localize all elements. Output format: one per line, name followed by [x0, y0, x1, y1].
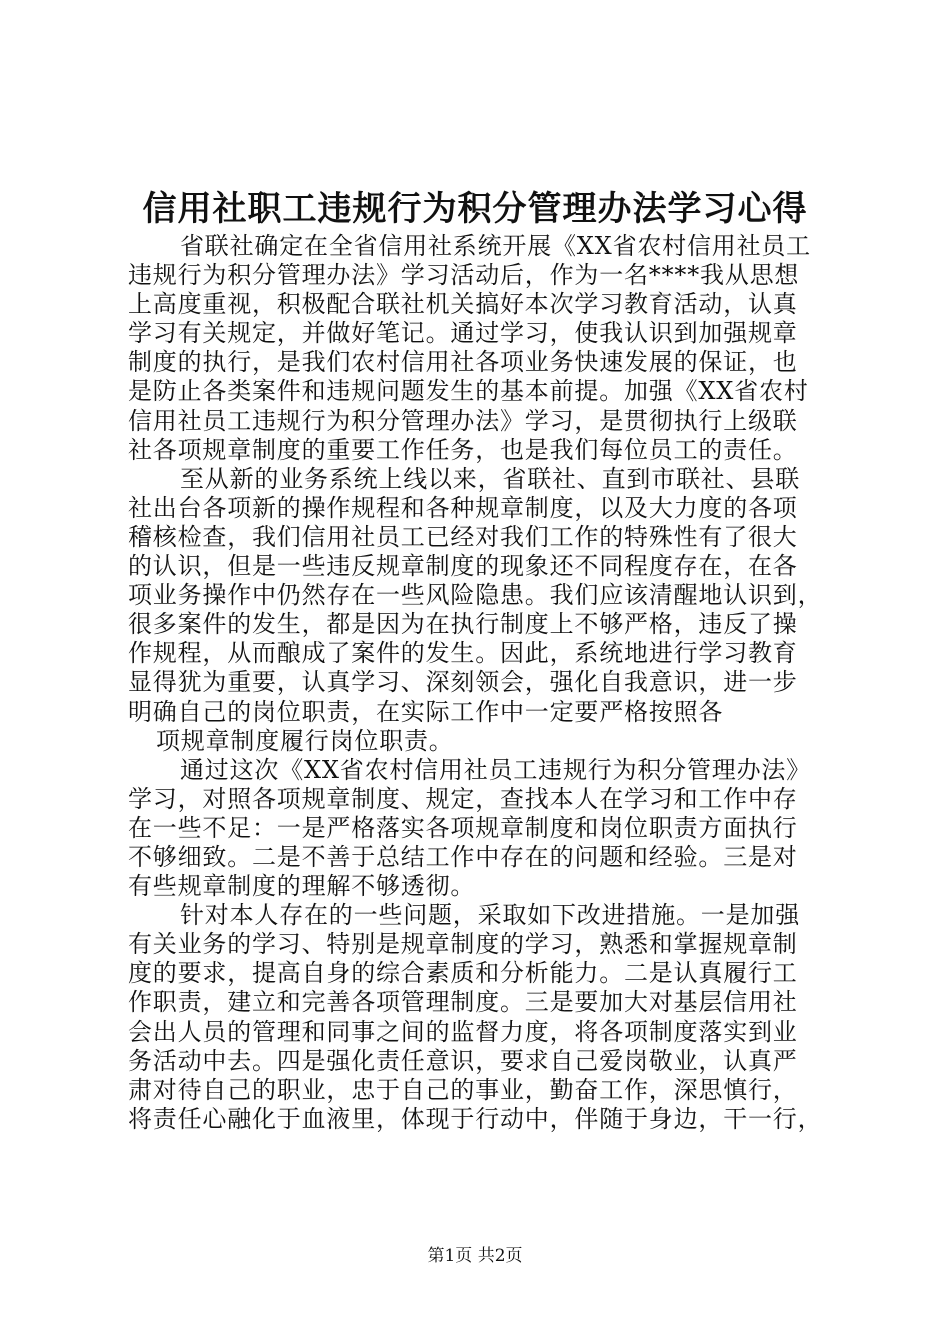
text-line: 度的要求，提高自身的综合素质和分析能力。二是认真履行工 — [128, 959, 798, 988]
text-line: 作职责，建立和完善各项管理制度。三是要加大对基层信用社 — [128, 988, 798, 1017]
text-line: 项业务操作中仍然存在一些风险隐患。我们应该清醒地认识到， — [128, 581, 823, 610]
page-footer: 第1页 共2页 — [427, 1246, 523, 1266]
text-line: 至从新的业务系统上线以来，省联社、直到市联社、县联 — [180, 464, 800, 493]
text-line: 将责任心融化于血液里，体现于行动中，伴随于身边，干一行， — [128, 1104, 823, 1133]
document-body — [128, 232, 828, 1134]
text-line: 制度的执行，是我们农村信用社各项业务快速发展的保证，也 — [128, 348, 798, 377]
text-line: 很多案件的发生，都是因为在执行制度上不够严格，违反了操 — [128, 610, 798, 639]
text-line: 针对本人存在的一些问题，采取如下改进措施。一是加强 — [180, 901, 800, 930]
text-line: 项规章制度履行岗位职责。 — [156, 726, 454, 755]
text-line: 通过这次《XX省农村信用社员工违规行为积分管理办法》 — [180, 755, 811, 784]
text-line: 有关业务的学习、特别是规章制度的学习，熟悉和掌握规章制 — [128, 930, 798, 959]
text-line: 显得犹为重要，认真学习、深刻领会，强化自我意识，进一步 — [128, 668, 798, 697]
text-line: 省联社确定在全省信用社系统开展《XX省农村信用社员工 — [180, 232, 811, 260]
text-line: 违规行为积分管理办法》学习活动后，作为一名****我从思想 — [128, 261, 800, 290]
text-line: 不够细致。二是不善于总结工作中存在的问题和经验。三是对 — [128, 842, 798, 871]
text-line: 学习有关规定，并做好笔记。通过学习，使我认识到加强规章 — [128, 319, 798, 348]
text-line: 在一些不足：一是严格落实各项规章制度和岗位职责方面执行 — [128, 813, 798, 842]
document-title: 信用社职工违规行为积分管理办法学习心得 — [142, 189, 808, 229]
text-line: 务活动中去。四是强化责任意识，要求自己爱岗敬业，认真严 — [128, 1046, 798, 1075]
text-line: 稽核检查，我们信用社员工已经对我们工作的特殊性有了很大 — [128, 522, 798, 551]
text-line: 作规程，从而酿成了案件的发生。因此，系统地进行学习教育 — [128, 639, 798, 668]
text-line: 明确自己的岗位职责，在实际工作中一定要严格按照各 — [128, 697, 724, 726]
text-line: 会出人员的管理和同事之间的监督力度，将各项制度落实到业 — [128, 1017, 798, 1046]
text-line: 肃对待自己的职业，忠于自己的事业，勤奋工作，深思慎行， — [128, 1075, 798, 1104]
text-line: 社出台各项新的操作规程和各种规章制度，以及大力度的各项 — [128, 493, 798, 522]
text-line: 上高度重视，积极配合联社机关搞好本次学习教育活动，认真 — [128, 290, 798, 319]
text-line: 有些规章制度的理解不够透彻。 — [128, 872, 476, 901]
text-line: 学习，对照各项规章制度、规定，查找本人在学习和工作中存 — [128, 784, 798, 813]
text-line: 是防止各类案件和违规问题发生的基本前提。加强《XX省农村 — [128, 377, 809, 406]
text-line: 信用社员工违规行为积分管理办法》学习，是贯彻执行上级联 — [128, 406, 798, 435]
text-line: 社各项规章制度的重要工作任务，也是我们每位员工的责任。 — [128, 435, 798, 464]
text-line: 的认识，但是一些违反规章制度的现象还不同程度存在，在各 — [128, 552, 798, 581]
